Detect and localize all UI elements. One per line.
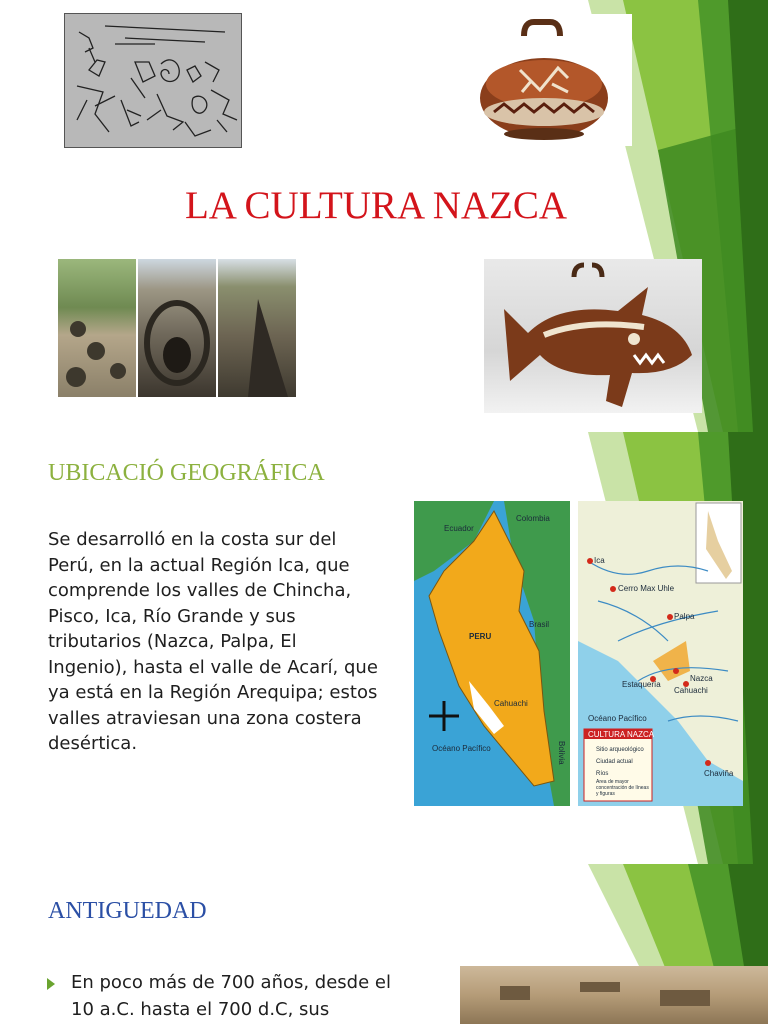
slide-title-text: LA CULTURA NAZCA (184, 184, 568, 227)
map-legend-item: Ríos (596, 771, 609, 777)
map-label-cahuachi: Cahuachi (494, 699, 528, 708)
nazca-lines-figures-image (64, 13, 242, 148)
location-paragraph: Se desarrolló en la costa sur del Perú, en la actual Región Ica, que comprende los valles de Chincha, Pisco, Ica, Río Grande y sus tributarios (Nazca, Palpa, El Ingenio), hasta el valle de Acarí, que ya está en la Región Arequipa; estos valles atraviesan una zona costera desértica. (48, 529, 378, 754)
map-legend-item: Sitio arqueológico (596, 747, 644, 753)
map-label-estaqueria: Estaquería (622, 680, 661, 689)
slide-title (0, 0, 768, 432)
map-label-peru: PERU (469, 632, 492, 641)
bullet-arrow-icon (47, 978, 55, 990)
map-label-colombia: Colombia (516, 514, 550, 523)
map-legend-item: Área de mayor concentración de líneas y figuras (596, 779, 649, 797)
nazca-region-map-image (578, 501, 743, 806)
section-heading: UBICACIÓ GEOGRÁFICA (48, 460, 325, 486)
map-label-chavina: Chaviña (704, 769, 734, 778)
map-legend-item: Ciudad actual (596, 759, 633, 765)
nazca-pottery-vessel-image (472, 14, 632, 146)
map-label-nazca: Nazca (690, 674, 713, 683)
map-label-ecuador: Ecuador (444, 524, 474, 533)
peru-map-image (414, 501, 570, 806)
puquios-photo-2 (138, 259, 216, 397)
map-label-ocean: Océano Pacífico (432, 744, 491, 753)
map-label-bolivia: Bolivia (557, 741, 566, 765)
map-label-cerro-max-uhle: Cerro Max Uhle (618, 584, 675, 593)
nazca-ruins-photo (460, 966, 768, 1024)
antiquity-bullet-line-1: En poco más de 700 años, desde el (71, 972, 391, 993)
map-label-ocean-right: Océano Pacífico (588, 714, 647, 723)
map-label-palpa: Palpa (674, 612, 695, 621)
section-heading: ANTIGUEDAD (48, 898, 207, 924)
line-figures-icon (65, 14, 241, 147)
map-label-brasil: Brasil (529, 620, 550, 629)
slide-location (0, 432, 768, 864)
map-legend-title: CULTURA NAZCA (588, 730, 655, 739)
map-label-ica: Ica (594, 556, 605, 565)
nazca-orca-ceramic-image (484, 259, 702, 413)
antiquity-bullet-line-2: 10 a.C. hasta el 700 d.C, sus (71, 999, 330, 1020)
puquios-photo-1 (58, 259, 136, 397)
map-label-cahuachi-right: Cahuachi (674, 686, 708, 695)
puquios-photo-3 (218, 259, 296, 397)
